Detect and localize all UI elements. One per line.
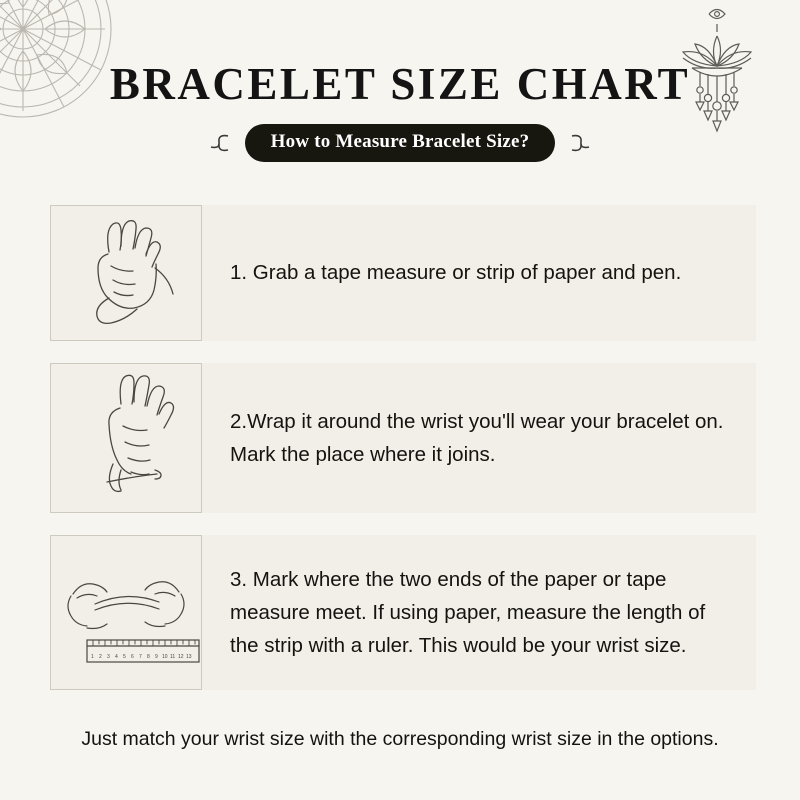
- svg-text:10: 10: [162, 654, 168, 660]
- svg-text:5: 5: [123, 654, 126, 660]
- svg-text:8: 8: [147, 654, 150, 660]
- svg-text:2: 2: [99, 654, 102, 660]
- svg-text:7: 7: [139, 654, 142, 660]
- flourish-right-icon: [567, 130, 593, 156]
- step-2-figure: [50, 363, 202, 513]
- step-3-text: 3. Mark where the two ends of the paper or tape measure meet. If using paper, measure the length of the strip with a ruler. This would be your wrist size.: [230, 567, 706, 658]
- svg-text:6: 6: [131, 654, 134, 660]
- svg-text:4: 4: [115, 654, 118, 660]
- list-item: [50, 205, 756, 341]
- step-1-text: 1. Grab a tape measure or strip of paper and pen.: [230, 261, 682, 285]
- list-item: [50, 363, 756, 513]
- step-1-figure: [50, 205, 202, 341]
- flourish-left-icon: [207, 130, 233, 156]
- step-3-figure: [50, 535, 202, 690]
- svg-text:13: 13: [186, 654, 192, 660]
- svg-text:9: 9: [155, 654, 158, 660]
- list-item: [50, 535, 756, 690]
- svg-text:3: 3: [107, 654, 110, 660]
- steps-list: [50, 205, 756, 712]
- footer-note: Just match your wrist size with the corresponding wrist size in the options.: [81, 728, 719, 750]
- hand-wrapping-wrist-icon: [51, 364, 203, 514]
- hands-measuring-with-ruler-icon: [51, 536, 203, 691]
- page-title: BRACELET SIZE CHART: [109, 59, 691, 109]
- subtitle-row: [0, 124, 800, 162]
- svg-text:1: 1: [91, 654, 94, 660]
- svg-text:11: 11: [170, 654, 176, 660]
- svg-text:12: 12: [178, 654, 184, 660]
- step-2-text: 2.Wrap it around the wrist you'll wear your bracelet on. Mark the place where it joins.: [230, 409, 724, 466]
- hand-with-tape-measure-icon: [51, 206, 203, 342]
- subtitle-badge: How to Measure Bracelet Size?: [245, 124, 556, 162]
